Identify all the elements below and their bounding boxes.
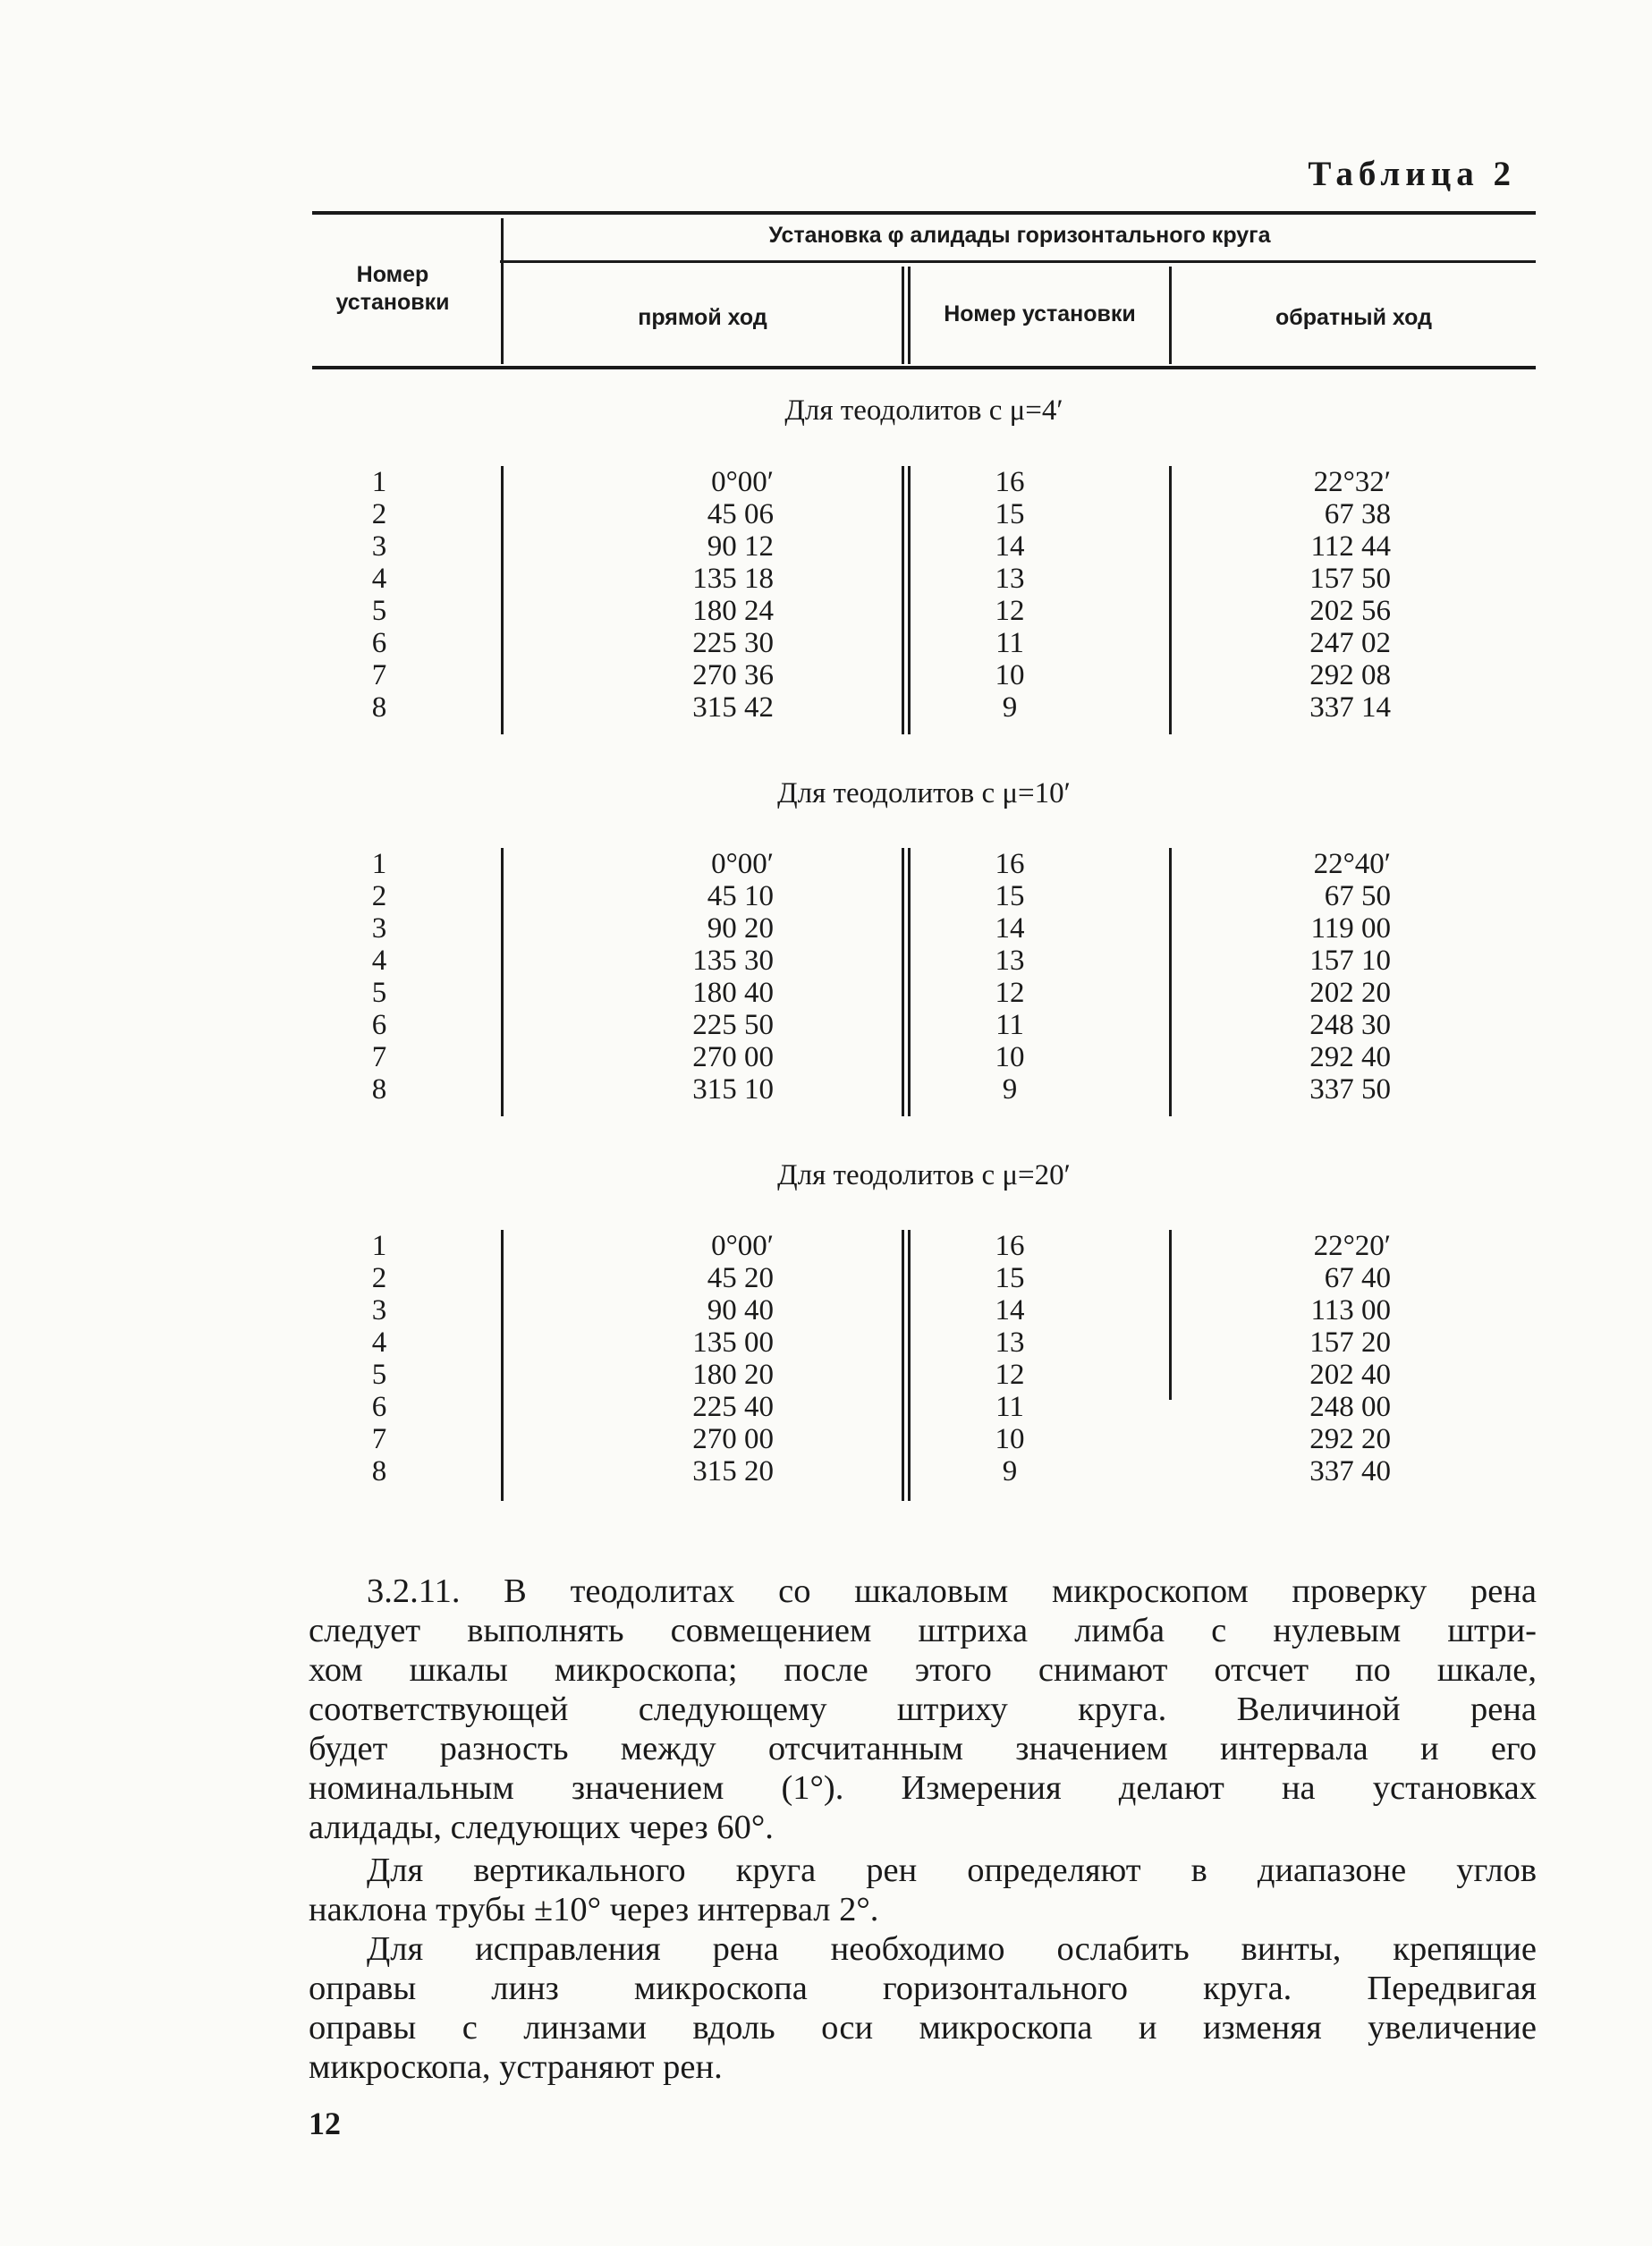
cell-setup-2: 11	[995, 1009, 1024, 1041]
cell-setup: 1	[371, 848, 387, 880]
cell-setup-2: 15	[995, 498, 1025, 530]
cell-reverse: 337 40	[1309, 1455, 1391, 1487]
cell-setup: 5	[371, 977, 387, 1009]
header-group-rule	[500, 260, 1536, 263]
cell-setup-2: 9	[1002, 1073, 1018, 1106]
cell-reverse: 202 40	[1309, 1359, 1391, 1391]
cell-reverse: 22°20′	[1313, 1230, 1391, 1262]
text-line: хом шкалы микроскопа; после этого снимают отсчет по шкале,	[309, 1651, 1537, 1689]
section-group-mu-20	[312, 1230, 1536, 1501]
header-group-title: Установка φ алидады горизонтального круга	[768, 223, 1271, 248]
table-row	[312, 1326, 1536, 1359]
text-line: Для вертикального круга рен определяют в диапазоне углов	[367, 1852, 1537, 1889]
header-divider-2a	[902, 267, 904, 364]
table-row	[312, 530, 1536, 563]
cell-setup: 6	[371, 1009, 387, 1041]
cell-forward: 135 30	[692, 945, 774, 977]
cell-forward: 315 20	[692, 1455, 774, 1487]
table-row	[312, 848, 1536, 880]
cell-setup-2: 9	[1002, 691, 1018, 724]
cell-reverse: 248 30	[1309, 1009, 1391, 1041]
cell-reverse: 119 00	[1310, 912, 1391, 945]
cell-forward: 270 00	[692, 1423, 774, 1455]
text-line: оправы линз микроскопа горизонтального круга. Передвигая	[309, 1970, 1537, 2007]
cell-setup-2: 16	[995, 1230, 1025, 1262]
cell-setup: 1	[371, 466, 387, 498]
section-title-mu-4: Для теодолитов с μ=4′	[784, 394, 1063, 427]
cell-reverse: 292 08	[1309, 659, 1391, 691]
table-row	[312, 627, 1536, 659]
text-line: микроскопа, устраняют рен.	[309, 2048, 723, 2086]
cell-setup: 4	[371, 945, 387, 977]
table-row	[312, 691, 1536, 724]
table-row	[312, 659, 1536, 691]
cell-setup-2: 10	[995, 1041, 1025, 1073]
table-row	[312, 1359, 1536, 1391]
cell-forward: 180 40	[692, 977, 774, 1009]
text-line: номинальным значением (1°). Измерения делают на установках	[309, 1769, 1537, 1807]
cell-reverse: 113 00	[1310, 1294, 1391, 1326]
cell-reverse: 292 20	[1309, 1423, 1391, 1455]
table-title: Таблица 2	[1308, 155, 1516, 193]
cell-reverse: 67 50	[1324, 880, 1391, 912]
text-line: оправы с линзами вдоль оси микроскопа и изменяя увеличение	[309, 2009, 1537, 2047]
cell-forward: 135 00	[692, 1326, 774, 1359]
cell-forward: 135 18	[692, 563, 774, 595]
cell-forward: 225 30	[692, 627, 774, 659]
section-group-mu-10	[312, 848, 1536, 1116]
cell-forward: 90 20	[707, 912, 774, 945]
table-row	[312, 1455, 1536, 1487]
cell-reverse: 67 38	[1324, 498, 1391, 530]
table-row	[312, 1391, 1536, 1423]
text-line: Для исправления рена необходимо ослабить винты, крепящие	[367, 1930, 1537, 1968]
cell-forward: 0°00′	[711, 466, 774, 498]
table-row	[312, 1230, 1536, 1262]
cell-forward: 45 10	[707, 880, 774, 912]
cell-forward: 90 12	[707, 530, 774, 563]
cell-setup: 5	[371, 1359, 387, 1391]
cell-setup-2: 15	[995, 880, 1025, 912]
cell-setup: 8	[371, 1455, 387, 1487]
cell-forward: 0°00′	[711, 848, 774, 880]
section-title-mu-10: Для теодолитов с μ=10′	[777, 777, 1071, 809]
table-row	[312, 1294, 1536, 1326]
text-line: будет разность между отсчитанным значением интервала и его	[309, 1730, 1537, 1767]
cell-setup: 1	[371, 1230, 387, 1262]
header-bottom-rule	[312, 366, 1536, 369]
cell-setup: 3	[371, 912, 387, 945]
page-number: 12	[309, 2106, 341, 2141]
cell-forward: 225 50	[692, 1009, 774, 1041]
cell-reverse: 157 20	[1309, 1326, 1391, 1359]
text-line: соответствующей следующему штриху круга. Величиной рена	[309, 1691, 1537, 1728]
cell-setup: 5	[371, 595, 387, 627]
cell-setup: 7	[371, 659, 387, 691]
cell-forward: 315 10	[692, 1073, 774, 1106]
cell-setup: 3	[371, 1294, 387, 1326]
table-row	[312, 880, 1536, 912]
cell-setup: 6	[371, 1391, 387, 1423]
cell-setup-2: 14	[995, 1294, 1025, 1326]
table-row	[312, 498, 1536, 530]
cell-reverse: 22°40′	[1313, 848, 1391, 880]
header-forward: прямой ход	[638, 305, 767, 330]
cell-forward: 45 06	[707, 498, 774, 530]
cell-forward: 90 40	[707, 1294, 774, 1326]
cell-setup: 3	[371, 530, 387, 563]
cell-reverse: 112 44	[1310, 530, 1391, 563]
header-setup-number-2: Номер установки	[944, 301, 1136, 326]
cell-setup-2: 16	[995, 848, 1025, 880]
cell-setup-2: 9	[1002, 1455, 1018, 1487]
paragraph-3-2-11	[309, 1572, 1537, 1847]
cell-setup: 8	[371, 1073, 387, 1106]
cell-setup-2: 14	[995, 530, 1025, 563]
cell-setup: 2	[371, 1262, 387, 1294]
cell-setup-2: 11	[995, 627, 1024, 659]
cell-setup-2: 12	[995, 1359, 1025, 1391]
cell-setup-2: 13	[995, 1326, 1025, 1359]
cell-setup: 2	[371, 880, 387, 912]
cell-reverse: 247 02	[1309, 627, 1391, 659]
cell-setup: 2	[371, 498, 387, 530]
cell-reverse: 202 20	[1309, 977, 1391, 1009]
cell-setup-2: 11	[995, 1391, 1024, 1423]
table-row	[312, 1073, 1536, 1106]
cell-reverse: 202 56	[1309, 595, 1391, 627]
cell-forward: 270 00	[692, 1041, 774, 1073]
cell-setup-2: 12	[995, 977, 1025, 1009]
cell-setup: 7	[371, 1423, 387, 1455]
text-line: 3.2.11. В теодолитах со шкаловым микроскопом проверку рена	[367, 1572, 1537, 1610]
table-row	[312, 1262, 1536, 1294]
table-top-rule	[312, 211, 1536, 215]
table-row	[312, 595, 1536, 627]
section-group-mu-4	[312, 466, 1536, 734]
text-line: наклона трубы ±10° через интервал 2°.	[309, 1891, 879, 1928]
cell-setup-2: 12	[995, 595, 1025, 627]
table-row	[312, 466, 1536, 498]
table-row	[312, 1041, 1536, 1073]
cell-forward: 270 36	[692, 659, 774, 691]
cell-setup-2: 13	[995, 945, 1025, 977]
cell-forward: 45 20	[707, 1262, 774, 1294]
cell-forward: 0°00′	[711, 1230, 774, 1262]
setup-table	[312, 211, 1536, 1535]
cell-setup-2: 16	[995, 466, 1025, 498]
cell-reverse: 22°32′	[1313, 466, 1391, 498]
table-row	[312, 945, 1536, 977]
cell-reverse: 337 50	[1309, 1073, 1391, 1106]
cell-reverse: 248 00	[1309, 1391, 1391, 1423]
cell-reverse: 157 50	[1309, 563, 1391, 595]
section-title-mu-20: Для теодолитов с μ=20′	[777, 1159, 1071, 1191]
cell-setup: 6	[371, 627, 387, 659]
cell-setup: 4	[371, 1326, 387, 1359]
cell-reverse: 157 10	[1309, 945, 1391, 977]
header-setup-number: Номер установки	[335, 262, 450, 315]
cell-setup-2: 14	[995, 912, 1025, 945]
cell-reverse: 337 14	[1309, 691, 1391, 724]
text-line: следует выполнять совмещением штриха лимба с нулевым штри-	[309, 1612, 1537, 1649]
table-row	[312, 977, 1536, 1009]
cell-setup-2: 13	[995, 563, 1025, 595]
table-row	[312, 1423, 1536, 1455]
cell-forward: 225 40	[692, 1391, 774, 1423]
table-row	[312, 912, 1536, 945]
cell-setup-2: 10	[995, 1423, 1025, 1455]
cell-setup-2: 15	[995, 1262, 1025, 1294]
paragraph-correction	[309, 1929, 1537, 2087]
cell-forward: 315 42	[692, 691, 774, 724]
cell-setup-2: 10	[995, 659, 1025, 691]
table-row	[312, 563, 1536, 595]
cell-setup: 4	[371, 563, 387, 595]
cell-forward: 180 24	[692, 595, 774, 627]
table-row	[312, 1009, 1536, 1041]
cell-reverse: 292 40	[1309, 1041, 1391, 1073]
text-line: алидады, следующих через 60°.	[309, 1809, 774, 1846]
header-reverse: обратный ход	[1275, 305, 1432, 330]
cell-setup: 8	[371, 691, 387, 724]
paragraph-vertical-circle	[309, 1851, 1537, 1929]
cell-reverse: 67 40	[1324, 1262, 1391, 1294]
cell-setup: 7	[371, 1041, 387, 1073]
cell-forward: 180 20	[692, 1359, 774, 1391]
